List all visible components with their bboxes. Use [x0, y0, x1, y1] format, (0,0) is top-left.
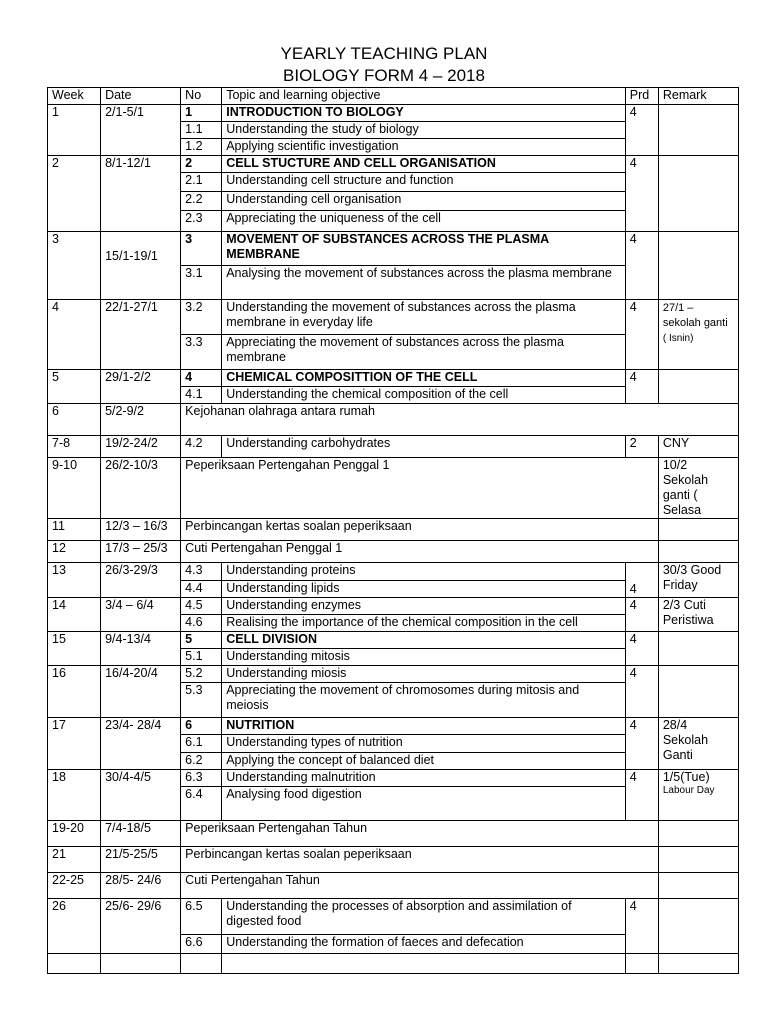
date-cell: 15/1-19/1 — [101, 232, 181, 300]
no-cell: 3.3 — [181, 335, 222, 370]
remark-cell: CNY — [658, 436, 738, 458]
topic-cell: Understanding enzymes — [222, 598, 626, 615]
topic-cell: Understanding lipids — [222, 581, 626, 598]
remark-cell — [658, 519, 738, 541]
prd-cell: 4 — [625, 563, 658, 598]
empty-cell — [222, 954, 626, 974]
topic-cell: Understanding types of nutrition — [222, 735, 626, 753]
remark-cell — [658, 632, 738, 666]
no-cell: 2 — [181, 156, 222, 173]
table-row — [48, 666, 739, 683]
topic-cell: Realising the importance of the chemical composition in the cell — [222, 615, 626, 632]
event-cell: Perbincangan kertas soalan peperiksaan — [181, 519, 659, 541]
no-cell: 6.6 — [181, 935, 222, 954]
event-cell: Cuti Pertengahan Tahun — [181, 873, 659, 899]
topic-cell: Understanding miosis — [222, 666, 626, 683]
no-cell: 3.2 — [181, 300, 222, 335]
date-cell: 9/4-13/4 — [101, 632, 181, 666]
topic-cell: Appreciating the uniqueness of the cell — [222, 211, 626, 232]
table-row — [48, 404, 739, 436]
remark-cell — [658, 370, 738, 404]
event-cell: Kejohanan olahraga antara rumah — [181, 404, 739, 436]
date-cell: 28/5- 24/6 — [101, 873, 181, 899]
topic-cell: Understanding malnutrition — [222, 770, 626, 787]
week-cell: 6 — [48, 404, 101, 436]
no-cell: 4.2 — [181, 436, 222, 458]
remark-cell — [658, 899, 738, 954]
no-cell: 4.5 — [181, 598, 222, 615]
remark-cell: 28/4 Sekolah Ganti — [658, 718, 738, 770]
no-cell: 1 — [181, 105, 222, 122]
prd-cell: 4 — [625, 632, 658, 666]
empty-cell — [658, 954, 738, 974]
week-cell: 3 — [48, 232, 101, 300]
header-no: No — [181, 88, 222, 105]
event-cell: Cuti Pertengahan Penggal 1 — [181, 541, 659, 563]
date-cell: 16/4-20/4 — [101, 666, 181, 718]
date-cell: 8/1-12/1 — [101, 156, 181, 232]
week-cell: 5 — [48, 370, 101, 404]
topic-cell: NUTRITION — [222, 718, 626, 735]
week-cell: 15 — [48, 632, 101, 666]
topic-cell: Understanding cell organisation — [222, 192, 626, 211]
no-cell: 4 — [181, 370, 222, 387]
prd-cell: 4 — [625, 105, 658, 156]
date-cell: 17/3 – 25/3 — [101, 541, 181, 563]
topic-cell: Understanding mitosis — [222, 649, 626, 666]
date-cell: 3/4 – 6/4 — [101, 598, 181, 632]
prd-cell: 4 — [625, 718, 658, 770]
remark-cell: 2/3 Cuti Peristiwa — [658, 598, 738, 632]
document-title: YEARLY TEACHING PLAN — [280, 44, 488, 63]
topic-cell: Understanding proteins — [222, 563, 626, 581]
week-cell: 13 — [48, 563, 101, 598]
remark-cell — [658, 847, 738, 873]
header-date: Date — [101, 88, 181, 105]
table-row — [48, 436, 739, 458]
table-row — [48, 156, 739, 173]
remark-cell — [658, 105, 738, 156]
date-cell: 5/2-9/2 — [101, 404, 181, 436]
week-cell: 9-10 — [48, 458, 101, 519]
no-cell: 4.4 — [181, 581, 222, 598]
table-row — [48, 232, 739, 266]
table-row — [48, 873, 739, 899]
prd-cell: 4 — [625, 156, 658, 232]
header-topic: Topic and learning objective — [222, 88, 626, 105]
no-cell: 2.2 — [181, 192, 222, 211]
week-cell: 17 — [48, 718, 101, 770]
week-cell: 19-20 — [48, 821, 101, 847]
prd-cell: 4 — [625, 899, 658, 954]
no-cell: 5.2 — [181, 666, 222, 683]
week-cell: 11 — [48, 519, 101, 541]
topic-cell: Understanding the processes of absorption and assimilation of digested food — [222, 899, 626, 935]
empty-row — [48, 954, 739, 974]
week-cell: 12 — [48, 541, 101, 563]
no-cell: 6.4 — [181, 787, 222, 821]
table-row — [48, 519, 739, 541]
table-row — [48, 300, 739, 335]
table-row — [48, 847, 739, 873]
table-row — [48, 458, 739, 519]
no-cell: 4.1 — [181, 387, 222, 404]
date-cell: 21/5-25/5 — [101, 847, 181, 873]
no-cell: 3 — [181, 232, 222, 266]
no-cell: 6.1 — [181, 735, 222, 753]
week-cell: 26 — [48, 899, 101, 954]
document-subtitle: BIOLOGY FORM 4 – 2018 — [283, 66, 485, 85]
table-row — [48, 821, 739, 847]
date-cell: 22/1-27/1 — [101, 300, 181, 370]
event-cell: Perbincangan kertas soalan peperiksaan — [181, 847, 659, 873]
header-row — [48, 88, 739, 105]
table-row — [48, 370, 739, 387]
date-cell: 12/3 – 16/3 — [101, 519, 181, 541]
remark-cell — [658, 300, 738, 370]
date-cell: 2/1-5/1 — [101, 105, 181, 156]
table-row — [48, 563, 739, 581]
event-cell: Peperiksaan Pertengahan Penggal 1 — [181, 458, 659, 519]
table-row — [48, 770, 739, 787]
date-cell: 7/4-18/5 — [101, 821, 181, 847]
table-row — [48, 899, 739, 935]
table-row — [48, 541, 739, 563]
no-cell: 6.2 — [181, 753, 222, 770]
date-cell: 26/3-29/3 — [101, 563, 181, 598]
date-cell: 26/2-10/3 — [101, 458, 181, 519]
remark-cell — [658, 541, 738, 563]
week-cell: 2 — [48, 156, 101, 232]
prd-cell: 4 — [625, 666, 658, 718]
empty-cell — [48, 954, 101, 974]
table-row — [48, 632, 739, 649]
table-row — [48, 105, 739, 122]
no-cell: 4.6 — [181, 615, 222, 632]
remark-cell — [658, 666, 738, 718]
table-row — [48, 598, 739, 615]
remark-cell — [658, 232, 738, 300]
week-cell: 14 — [48, 598, 101, 632]
remark-text: 27/1 – sekolah ganti — [662, 302, 728, 329]
no-cell: 5.3 — [181, 683, 222, 718]
remark-cell — [658, 156, 738, 232]
no-cell: 1.1 — [181, 122, 222, 139]
prd-cell: 4 — [625, 598, 658, 632]
remark-cell — [658, 770, 738, 821]
topic-cell: Understanding the study of biology — [222, 122, 626, 139]
no-cell: 5.1 — [181, 649, 222, 666]
topic-cell: Appreciating the movement of substances across the plasma membrane — [222, 335, 626, 370]
topic-cell: Analysing food digestion — [222, 787, 626, 821]
topic-cell: MOVEMENT OF SUBSTANCES ACROSS THE PLASMA MEMBRANE — [222, 232, 626, 266]
topic-cell: Understanding the chemical composition of the cell — [222, 387, 626, 404]
remark-cell — [658, 821, 738, 847]
header-prd: Prd — [625, 88, 658, 105]
remark-note: ( Isnin) — [662, 333, 694, 344]
topic-cell: Appreciating the movement of chromosomes during mitosis and meiosis — [222, 683, 626, 718]
remark-cell: 10/2 Sekolah ganti ( Selasa — [658, 458, 738, 519]
remark-cell — [658, 873, 738, 899]
no-cell: 5 — [181, 632, 222, 649]
topic-cell: Applying scientific investigation — [222, 139, 626, 156]
topic-cell: Analysing the movement of substances across the plasma membrane — [222, 266, 626, 300]
prd-cell: 2 — [625, 436, 658, 458]
date-cell: 30/4-4/5 — [101, 770, 181, 821]
remark-note: Labour Day — [662, 785, 715, 796]
date-cell: 29/1-2/2 — [101, 370, 181, 404]
header-week: Week — [48, 88, 101, 105]
no-cell: 3.1 — [181, 266, 222, 300]
header-remark: Remark — [658, 88, 738, 105]
no-cell: 2.1 — [181, 173, 222, 192]
remark-text: 1/5(Tue) — [662, 770, 710, 784]
week-cell: 21 — [48, 847, 101, 873]
topic-cell: Understanding cell structure and function — [222, 173, 626, 192]
prd-cell: 4 — [625, 300, 658, 370]
date-cell: 23/4- 28/4 — [101, 718, 181, 770]
no-cell: 4.3 — [181, 563, 222, 581]
topic-cell: Understanding carbohydrates — [222, 436, 626, 458]
week-cell: 22-25 — [48, 873, 101, 899]
table-row — [48, 718, 739, 735]
empty-cell — [181, 954, 222, 974]
week-cell: 16 — [48, 666, 101, 718]
date-cell: 19/2-24/2 — [101, 436, 181, 458]
topic-cell: Understanding the movement of substances across the plasma membrane in everyday life — [222, 300, 626, 335]
no-cell: 2.3 — [181, 211, 222, 232]
prd-cell: 4 — [625, 770, 658, 821]
empty-cell — [625, 954, 658, 974]
no-cell: 6.5 — [181, 899, 222, 935]
topic-cell: CELL DIVISION — [222, 632, 626, 649]
date-cell: 25/6- 29/6 — [101, 899, 181, 954]
week-cell: 1 — [48, 105, 101, 156]
no-cell: 6.3 — [181, 770, 222, 787]
remark-cell: 30/3 Good Friday — [658, 563, 738, 598]
topic-cell: Understanding the formation of faeces and defecation — [222, 935, 626, 954]
empty-cell — [101, 954, 181, 974]
event-cell: Peperiksaan Pertengahan Tahun — [181, 821, 659, 847]
topic-cell: INTRODUCTION TO BIOLOGY — [222, 105, 626, 122]
prd-cell: 4 — [625, 232, 658, 300]
no-cell: 1.2 — [181, 139, 222, 156]
teaching-plan-table — [47, 87, 739, 974]
no-cell: 6 — [181, 718, 222, 735]
topic-cell: CELL STUCTURE AND CELL ORGANISATION — [222, 156, 626, 173]
topic-cell: Applying the concept of balanced diet — [222, 753, 626, 770]
week-cell: 7-8 — [48, 436, 101, 458]
week-cell: 4 — [48, 300, 101, 370]
prd-cell: 4 — [625, 370, 658, 404]
week-cell: 18 — [48, 770, 101, 821]
topic-cell: CHEMICAL COMPOSITTION OF THE CELL — [222, 370, 626, 387]
